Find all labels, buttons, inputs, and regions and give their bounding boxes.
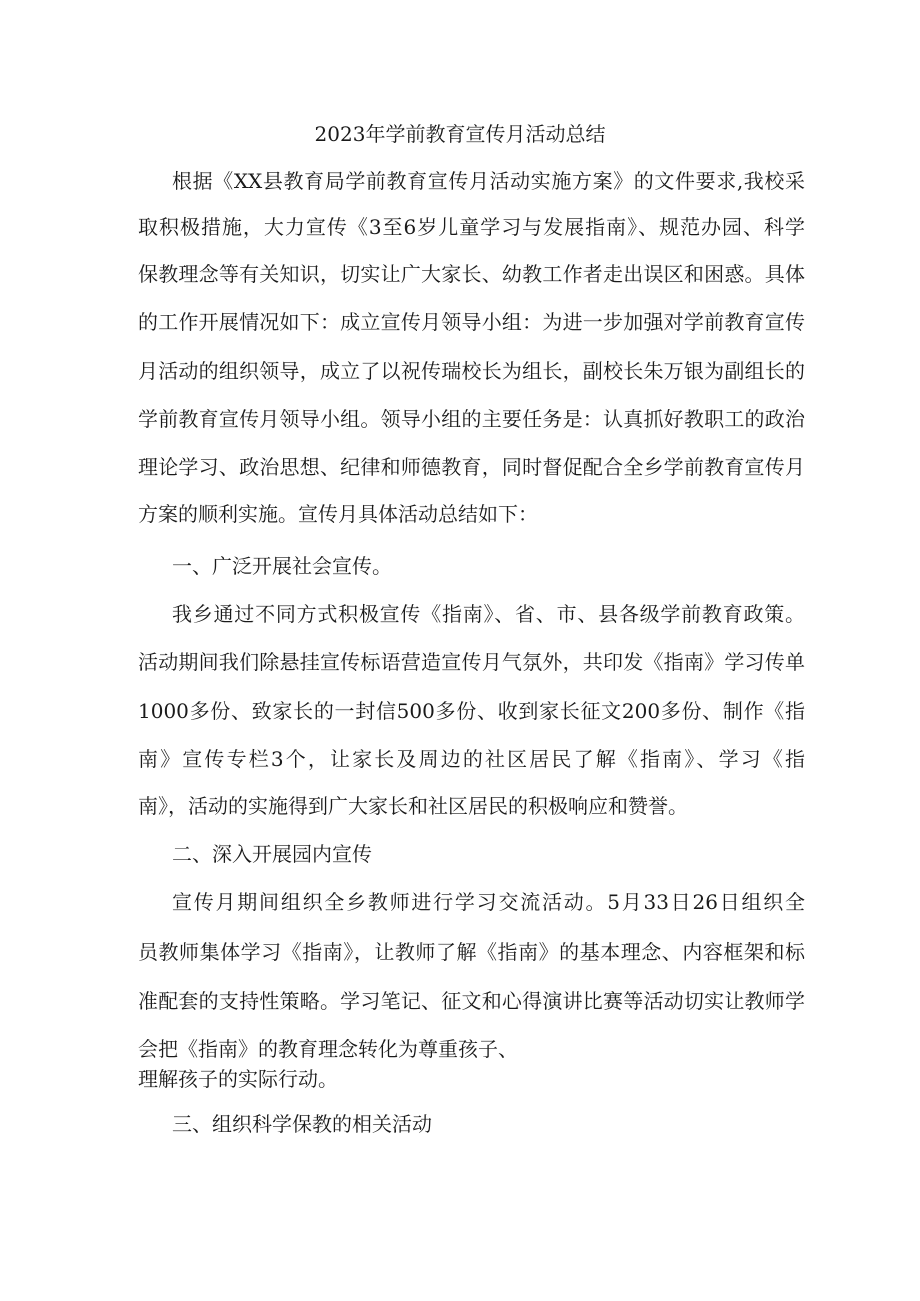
paragraph-line: 宣传月期间组织全乡教师进行学习交流活动。5月33日26日组织全 [172, 890, 805, 914]
paragraph-line: 月活动的组织领导，成立了以祝传瑞校长为组长，副校长朱万银为副组长的 [138, 359, 805, 383]
section-heading: 三、组织科学保教的相关活动 [172, 1112, 432, 1136]
section-heading: 二、深入开展园内宣传 [172, 842, 372, 866]
paragraph-line: 我乡通过不同方式积极宣传《指南》、省、市、县各级学前教育政策。 [172, 602, 805, 626]
paragraph-line: 理论学习、政治思想、纪律和师德教育，同时督促配合全乡学前教育宣传月 [138, 455, 805, 479]
paragraph-line: 活动期间我们除悬挂宣传标语营造宣传月气氛外，共印发《指南》学习传单 [138, 650, 805, 674]
paragraph-line: 根据《XX县教育局学前教育宣传月活动实施方案》的文件要求,我校采 [172, 169, 805, 193]
paragraph-line: 取积极措施，大力宣传《3至6岁儿童学习与发展指南》、规范办园、科学 [138, 215, 805, 239]
paragraph-line: 理解孩子的实际行动。 [138, 1067, 338, 1091]
paragraph-line: 会把《指南》的教育理念转化为尊重孩子、 [138, 1037, 518, 1061]
paragraph-line: 学前教育宣传月领导小组。领导小组的主要任务是：认真抓好教职工的政治 [138, 407, 805, 431]
paragraph-line: 南》，活动的实施得到广大家长和社区居民的积极响应和赞誉。 [138, 794, 688, 818]
paragraph-line: 南》宣传专栏3个，让家长及周边的社区居民了解《指南》、学习《指 [138, 747, 805, 771]
paragraph-line: 员教师集体学习《指南》，让教师了解《指南》的基本理念、内容框架和标 [138, 940, 805, 964]
section-heading: 一、广泛开展社会宣传。 [172, 554, 392, 578]
paragraph-line: 准配套的支持性策略。学习笔记、征文和心得演讲比赛等活动切实让教师学 [138, 989, 805, 1013]
paragraph-line: 1000多份、致家长的一封信500多份、收到家长征文200多份、制作《指 [138, 699, 805, 723]
paragraph-line: 保教理念等有关知识，切实让广大家长、幼教工作者走出误区和困惑。具体 [138, 262, 805, 286]
paragraph-line: 的工作开展情况如下：成立宣传月领导小组：为进一步加强对学前教育宣传 [138, 310, 805, 334]
document-title: 2023年学前教育宣传月活动总结 [314, 122, 606, 146]
paragraph-line: 方案的顺利实施。宣传月具体活动总结如下： [138, 502, 538, 526]
